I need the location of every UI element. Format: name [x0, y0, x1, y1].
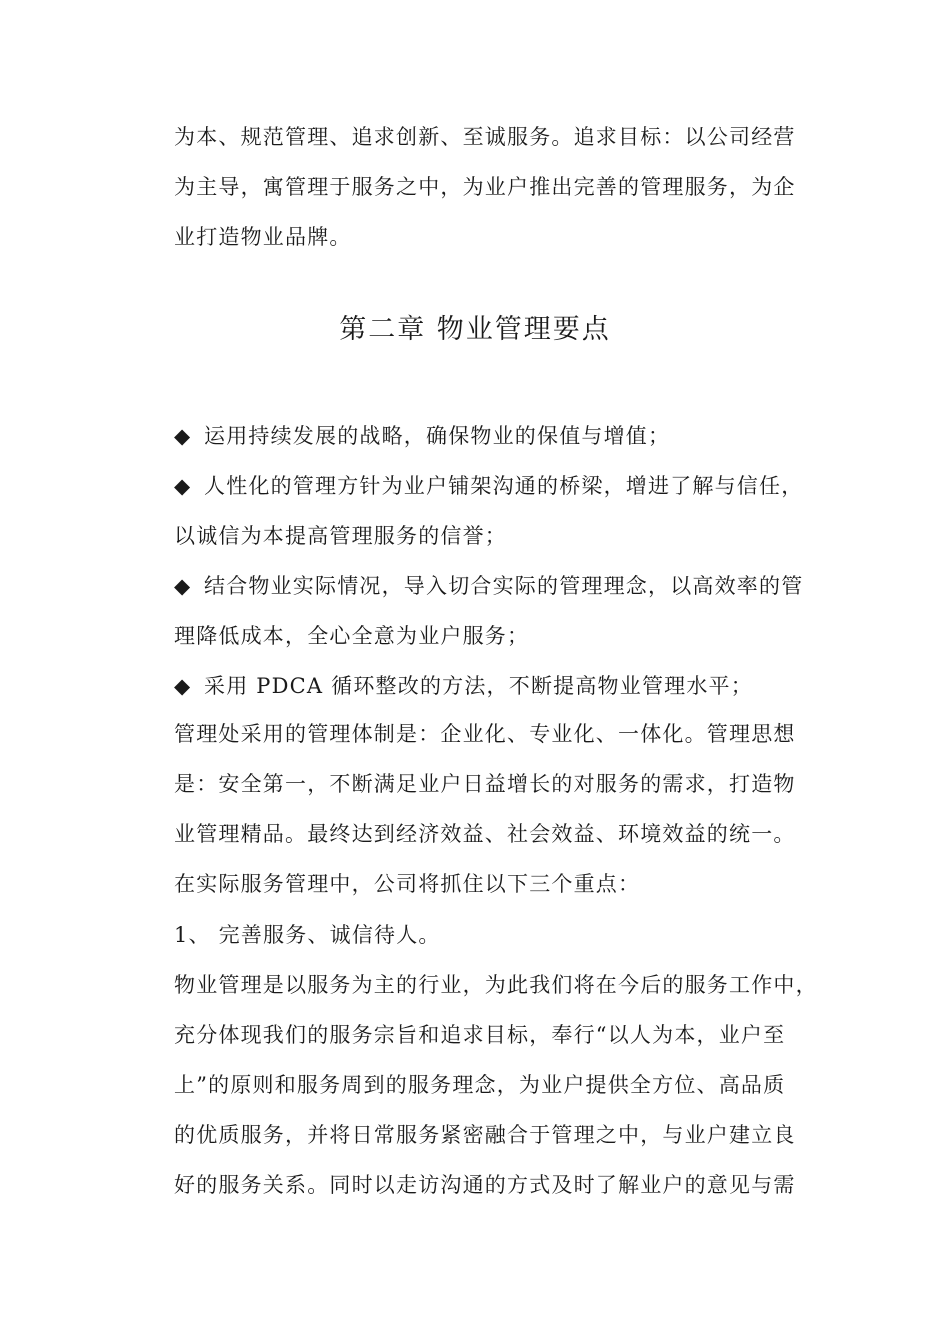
- bullet-item: [174, 673, 814, 699]
- paragraph-line: 物业管理是以服务为主的行业，为此我们将在今后的服务工作中，: [174, 973, 818, 997]
- paragraph-line: 是：安全第一，不断满足业户日益增长的对服务的需求，打造物: [174, 772, 796, 796]
- bullet-text: 结合物业实际情况，导入切合实际的管理理念，以高效率的管: [204, 574, 804, 598]
- paragraph-line: 管理处采用的管理体制是：企业化、专业化、一体化。管理思想: [174, 722, 796, 746]
- bullet-diamond-icon: ◆: [174, 474, 192, 498]
- chapter-title: 第二章 物业管理要点: [339, 314, 611, 345]
- bullet-item: [174, 573, 814, 599]
- paragraph-line: 在实际服务管理中，公司将抓住以下三个重点：: [174, 872, 641, 896]
- paragraph-line: 为主导，寓管理于服务之中，为业户推出完善的管理服务，为企: [174, 175, 796, 199]
- paragraph-line: 上”的原则和服务周到的服务理念，为业户提供全方位、高品质: [174, 1073, 786, 1097]
- bullet-text: 采用 PDCA 循环整改的方法，不断提高物业管理水平；: [204, 674, 753, 698]
- bullet-text: 人性化的管理方针为业户铺架沟通的桥梁，增进了解与信任，: [204, 474, 804, 498]
- paragraph-line: 的优质服务，并将日常服务紧密融合于管理之中，与业户建立良: [174, 1123, 796, 1147]
- bullet-diamond-icon: ◆: [174, 674, 192, 698]
- paragraph-line: 为本、规范管理、追求创新、至诚服务。追求目标：以公司经营: [174, 125, 796, 149]
- paragraph-line: 充分体现我们的服务宗旨和追求目标，奉行“以人为本，业户至: [174, 1023, 786, 1047]
- bullet-text: 运用持续发展的战略，确保物业的保值与增值；: [204, 424, 671, 448]
- bullet-continuation: 理降低成本，全心全意为业户服务；: [174, 624, 530, 648]
- bullet-diamond-icon: ◆: [174, 574, 192, 598]
- bullet-diamond-icon: ◆: [174, 424, 192, 448]
- bullet-continuation: 以诚信为本提高管理服务的信誉；: [174, 524, 507, 548]
- paragraph-line: 业打造物业品牌。: [174, 225, 352, 249]
- numbered-heading: 1、 完善服务、诚信待人。: [174, 923, 441, 947]
- paragraph-line: 业管理精品。最终达到经济效益、社会效益、环境效益的统一。: [174, 822, 796, 846]
- bullet-item: [174, 473, 814, 499]
- paragraph-line: 好的服务关系。同时以走访沟通的方式及时了解业户的意见与需: [174, 1173, 796, 1197]
- bullet-item: [174, 423, 814, 449]
